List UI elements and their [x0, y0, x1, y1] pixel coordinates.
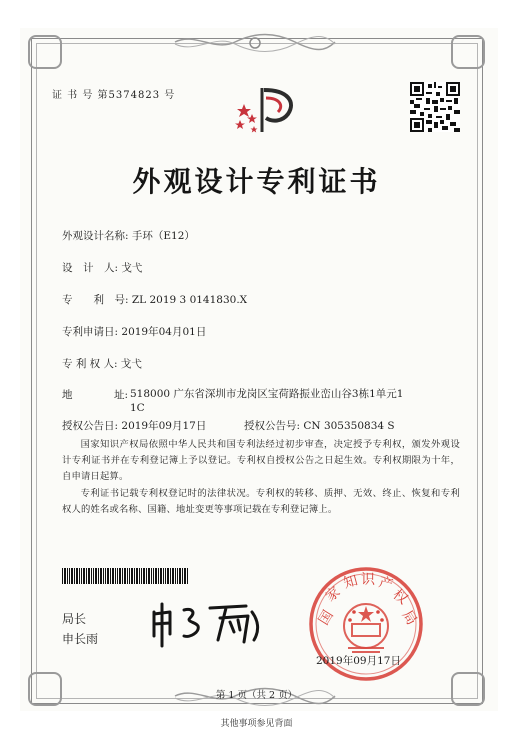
grant-row [62, 418, 206, 433]
cert-number-suffix: 号 [164, 90, 176, 101]
cert-number-label: 证 书 号 第 [52, 90, 109, 101]
seal-character-1: 国 [315, 607, 337, 629]
design-name-value: 手环（E12） [131, 230, 195, 242]
patent-number-value: ZL 2019 3 0141830.X [131, 294, 248, 306]
patent-number-label: 专 利 号: [62, 294, 129, 306]
barcode-icon [62, 568, 188, 584]
seal-character-2: 家 [322, 583, 344, 606]
designer-value: 戈弋 [121, 262, 143, 274]
grant-number-label: 授权公告号: [244, 420, 301, 432]
reverse-side-note: 其他事项参见背面 [220, 719, 293, 729]
seal-character-5: 产 [376, 574, 395, 594]
designer-row [62, 260, 142, 275]
seal-character-4: 识 [361, 572, 375, 588]
address-value: 518000 广东省深圳市龙岗区宝荷路振业峦山谷3栋1单元1 1C [130, 388, 404, 414]
filing-date-value: 2019年04月01日 [121, 326, 207, 338]
grant-date-label: 授权公告日: [62, 420, 119, 432]
director-title: 局长 [62, 612, 87, 626]
patent-number-row [62, 292, 247, 307]
director-signature-icon [148, 600, 266, 648]
filing-date-label: 专利申请日: [62, 326, 119, 338]
patentee-row [62, 356, 142, 371]
legal-status-paragraph: 专利证书记载专利权登记时的法律状况。专利权的转移、质押、无效、终止、恢复和专利权人的姓名或名称、国籍、地址变更等事项记载在专利登记簿上。 [62, 488, 460, 515]
designer-label: 设 计 人: [62, 262, 119, 274]
cert-number-value: 5374823 [108, 90, 161, 101]
grant-date-value: 2019年09月17日 [121, 420, 207, 432]
seal-character-3: 知 [341, 572, 360, 592]
seal-character-7: 局 [398, 607, 420, 628]
seal-character-6: 权 [389, 586, 411, 608]
grant-number-value: CN 305350834 S [303, 420, 395, 432]
patentee-value: 戈弋 [120, 358, 142, 370]
patentee-label: 专 利 权 人: [62, 358, 118, 370]
grant-statement-paragraph: 国家知识产权局依照中华人民共和国专利法经过初步审查，决定授予专利权，颁发外观设计专利证书并在专利登记簿上予以登记。专利权自授权公告之日起生效。专利权期限为十年，自申请日起算。 [62, 439, 460, 482]
design-name-label: 外观设计名称: [62, 230, 129, 242]
page-number: 第 1 页（共 2 页） [215, 690, 298, 701]
grant-number-row [244, 418, 395, 433]
seal-date: 2019年09月17日 [316, 655, 401, 667]
design-name-row [62, 228, 195, 243]
certificate-number [52, 86, 175, 101]
address-label: 地 [62, 389, 73, 401]
certificate-title: 外观设计专利证书 [132, 165, 381, 198]
address-label-colon: 址: [114, 389, 129, 401]
top-ornament [170, 30, 340, 54]
qr-code-icon [410, 82, 460, 132]
corner-ornament-top-left [28, 35, 62, 69]
filing-date-row [62, 324, 206, 339]
cnipa-emblem-icon [226, 82, 306, 138]
director-name: 申长雨 [62, 632, 99, 646]
corner-ornament-top-right [451, 35, 485, 69]
